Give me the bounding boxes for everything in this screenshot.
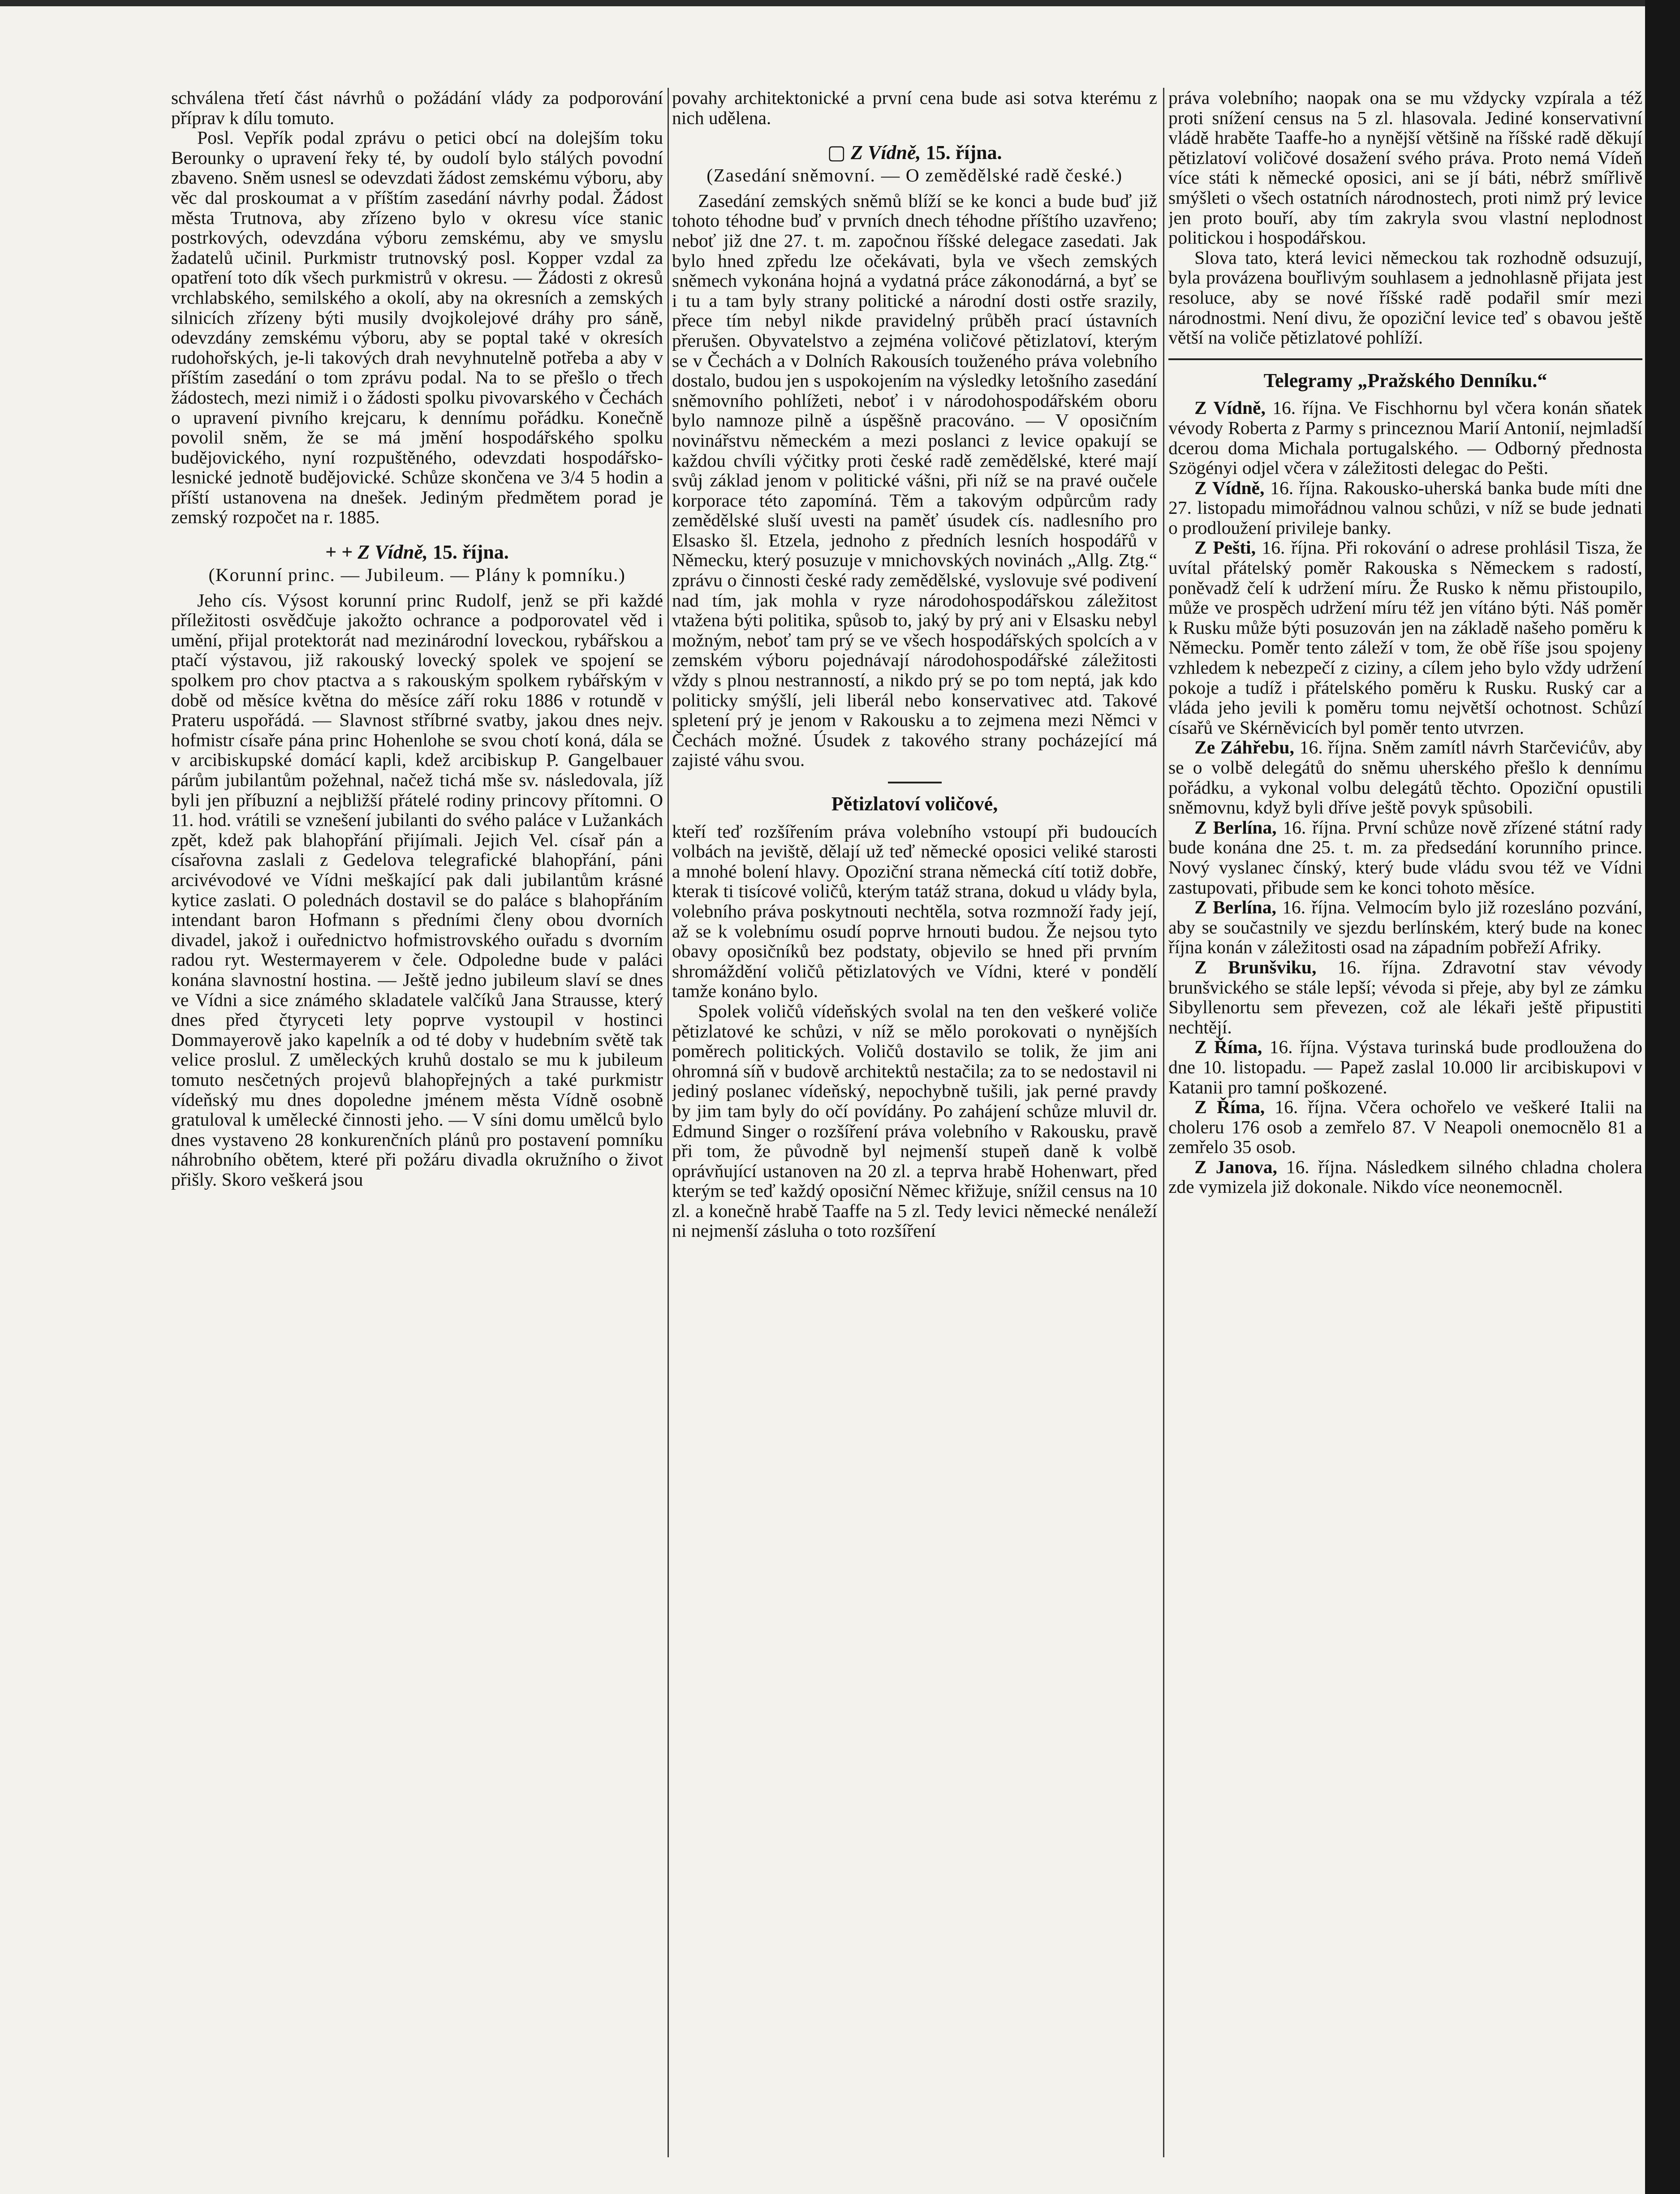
telegram-place: Z Vídně, <box>1194 477 1265 498</box>
paragraph: Zasedání zemských sněmů blíží se ke konci a bude buď již tohoto téhodne buď v prvních dnech téhodne příštího uzavřeno; neboť již dne 27. t. m. započnou říšské delegace zasedati. Jak bylo hned zpředu lze očekávati, byla ve všech zemských sněmech vykonána hojná a vydatná práce zákonodárná, a byť se i tu a tam byly strany politické a národní dosti ostře srazily, přece tím nebyl nikde pravidelný průběh prací ústavních přerušen. Obyvatelstvo a zejména voličové pětizlatoví, kterým se v Čechách a v Dolních Rakousích touženého práva volebního dostalo, budou jen s uspokojením na výsledky letošního zasedání sněmovního pohlížeti, neboť i v národohospodářském oboru bylo namnoze pilně a úspěšně pracováno. — V oposičním novinářstvu německém a mezi poslanci z levice opakují se každou chvíli výčitky proti české radě zemědělské, které mají svůj základ jenom v politické vášni, při níž se na pravé oučele korporace této zapomíná. Těm a takovým odpůrcům rady zemědělské sluší uvesti na paměť úsudek cís. nadlesního pro Elsasko šl. Etzela, jednoho z předních lesních hospodářů v Německu, který posuzuje v mnichovských novinách „Allg. Ztg.“ zprávu o činnosti české rady zemědělské, vyslovuje své podivení nad tím, jak mohla v ryze národohospodářskou záležitost vtažena býti politika, spůsob to, jaký by prý ani v Elsasku nebyl možným, neboť tam prý se ve všech hospodářských spolcích a v zemském výboru pojednávají národohospodářské záležitosti vždy s plnou nestranností, a nikdo prý se po tom neptá, jak kdo politicky smýšlí, jeli liberál nebo konservativec atd. Takové spletení prý je jenom v Rakousku a to zejmena mezi Němci v Čechách možné. Úsudek z takového strany pocházející má zajisté váhu svou. <box>672 190 1157 770</box>
scan-top-edge <box>0 0 1680 6</box>
article-summary: (Zasedání sněmovní. — O zemědělské radě české.) <box>706 164 1123 185</box>
scan-right-edge <box>1645 0 1680 2194</box>
column-3 <box>1168 88 1642 2157</box>
telegram-item <box>1168 478 1642 538</box>
telegram-item <box>1168 398 1642 478</box>
telegram-item <box>1168 897 1642 957</box>
telegram-list <box>1168 398 1642 1197</box>
telegram-text: 16. října. Sněm zamítl návrh Starčevićův, aby se o volbě delegátů do sněmu uherského přešlo k dennímu pořádku, a vykonal volbu delegátů těchto. Opoziční opustili sněmovnu, když byli dříve ještě povyk spůsobili. <box>1168 737 1642 818</box>
telegram-item <box>1168 957 1642 1037</box>
dateline-city: Z Vídně, <box>851 142 921 164</box>
telegram-text: 16. října. Ve Fischhornu byl včera konán sňatek vévody Roberta z Parmy s princeznou Marií Antonií, nejmladší dcerou doma Michala portugalského. — Odborný přednosta Szögényi odjel včera v záležitosti delegac do Pešti. <box>1168 397 1642 478</box>
paragraph: Spolek voličů vídeňských svolal na ten den veškeré voliče pětizlatové ke schůzi, v níž se mělo porokovati o nynějších poměrech politických. Voličů dostavilo se tolik, že jim ani ohromná síň v budově architektů nestačila; za to se nedostavil ni jediný poslanec vídeňský, nepochybně tušili, jak perné pravdy by jim tam byly do očí povídány. Po zahájení schůze mluvil dr. Edmund Singer o rozšíření práva volebního v Rakousku, pravě při tom, že původně byl nejmenší stupeň daně k volbě oprávňující ustanoven na 20 zl. a teprva hrabě Hohenwart, před kterým se teď každý oposiční Němec křižuje, snížil census na 10 zl. a konečně hrabě Taaffe na 5 zl. Tedy levici německé nenáleží ni nejmenší zásluha o toto rozšíření <box>672 1000 1157 1241</box>
telegram-place: Z Berlína, <box>1194 897 1276 918</box>
telegram-item <box>1168 1037 1642 1097</box>
telegram-place: Z Brunšviku, <box>1194 956 1317 977</box>
column-2 <box>672 88 1157 2157</box>
section-divider <box>1168 358 1642 360</box>
telegram-place: Z Říma, <box>1194 1037 1262 1058</box>
telegram-text: 16. října. Následkem silného chladna cholera zde vymizela již dokonale. Nikdo více neonemocněl. <box>1168 1156 1642 1197</box>
paragraph: kteří teď rozšířením práva volebního vstoupí při budoucích volbách na jeviště, dělají už teď německé oposici veliké starosti a mnohé bolení hlavy. Opoziční strana německá cítí totiž dobře, kterak ti tisícové voličů, kterým tatáž strana, dokud u vlády byla, volebního práva poskytnouti nechtěla, sotva rozmnoží řady její, až se k volebnímu osudí poprve hrnouti budou. Že nejsou tyto obavy oposičníků bez podstaty, objevilo se hned při prvním shromáždění voličů pětizlatových ve Vídni, které v pondělí tamže konáno bylo. <box>672 821 1157 1002</box>
section-heading: Pětizlatoví voličové, <box>831 793 998 815</box>
telegram-text: 16. října. Výstava turinská bude prodloužena do dne 10. listopadu. — Papež zaslal 10.000 lir arcibiskupovi v Katanii pro tamní poškozené. <box>1168 1037 1642 1097</box>
telegram-place: Z Janova, <box>1194 1156 1277 1177</box>
telegram-place: Z Vídně, <box>1194 397 1266 418</box>
telegram-text: 16. října. První schůze nově zřízené státní rady bude konána dne 25. t. m. za předsedání korunního prince. Nový vyslanec čínský, který bude vládu svou též ve Vídni zastupovati, přibude sem ke konci tohoto měsíce. <box>1168 817 1642 898</box>
telegram-place: Z Berlína, <box>1194 817 1277 838</box>
paragraph: Slova tato, která levici německou tak rozhodně odsuzují, byla provázena bouřlivým souhlasem a jednohlasně přijata jest resoluce, aby se nové říšské radě podařil smír mezi národnostmi. Není divu, že opoziční levice teď s obavou ještě větší na voliče pětizlatové pohlíží. <box>1168 247 1642 348</box>
telegrams-heading: Telegramy „Pražského Denníku.“ <box>1263 369 1547 391</box>
dateline <box>672 143 1157 163</box>
section-divider <box>888 782 942 783</box>
paragraph: povahy architektonické a první cena bude asi sotva kterému z nich udělena. <box>672 88 1157 128</box>
telegram-place: Z Říma, <box>1194 1097 1265 1118</box>
dateline-mark: + + <box>325 541 353 564</box>
telegram-item <box>1168 1157 1642 1197</box>
dateline <box>171 542 663 563</box>
paragraph: Posl. Vepřík podal zprávu o petici obcí na dolejším toku Berounky o upravení řeky té, by oudolí bylo stálých povodní zbaveno. Sněm usnesl se odevzdati žádost zemskému výboru, aby věc dal proskoumat a v příštím zasedání návrhy podal. Žádost města Trutnova, aby zřízeno bylo v okresu více stanic postrkových, odevzdána výboru zemskému, aby ve smyslu žadatelů učinil. Purkmistr trutnovský posl. Kopper vzdal za opatření toto dík všech purkmistrů v okresu. — Žádosti z okresů vrchlabského, semilského a okolí, aby na okresních a zemských silnicích zřízeny býti musily dvojkolejové dráhy pro sáně, odevzdány zemskému výboru, aby se poptal také v okresích rudohořských, je-li takových drah nevyhnutelně potřeba a aby v příštím zasedání o tom zprávu podal. Na to se přešlo o třech žádostech, mezi nimiž i o žádosti spolku pivovarského v Čechách o upravení pivního krejcaru, k dennímu pořádku. Konečně povolil sněm, že se má jmění hospodářského spolku budějovického, nyní rozpuštěného, odevzdati hospodářsko-lesnické jednotě budějovické. Schůze skončena ve 3/4 5 hodin a příští ustanovena na dnešek. Jediným předmětem porad je zemský rozpočet na r. 1885. <box>171 127 663 528</box>
telegram-text: 16. října. Včera ochořelo ve veškeré Italii na choleru 176 osob a zemřelo 87. V Neapoli onemocnělo 81 a zemřelo 35 osob. <box>1168 1097 1642 1157</box>
telegram-text: 16. října. Rakousko-uherská banka bude míti dne 27. listopadu mimořádnou valnou schůzi, v níž se bude jednati o prodloužení privileje banky. <box>1168 477 1642 538</box>
article-summary: (Korunní princ. — Jubileum. — Plány k pomníku.) <box>208 564 626 585</box>
column-divider <box>1163 88 1164 2157</box>
dateline-mark: ▢ <box>827 142 846 164</box>
telegram-place: Z Pešti, <box>1194 537 1256 558</box>
telegram-item <box>1168 538 1642 737</box>
telegram-place: Ze Záhřebu, <box>1194 737 1294 758</box>
paragraph: schválena třetí část návrhů o požádání vlády za podporování příprav k dílu tomuto. <box>171 88 663 128</box>
dateline-date: 15. října. <box>432 541 509 564</box>
column-1 <box>171 88 663 2157</box>
dateline-city: Z Vídně, <box>358 541 428 564</box>
telegram-item <box>1168 737 1642 817</box>
column-divider <box>668 88 669 2157</box>
paragraph: Jeho cís. Výsost korunní princ Rudolf, jenž se při každé příležitosti osvědčuje jakožto ochrance a podporovatel věd i umění, přijal protektorát nad mezinárodní loveckou, rybářskou a ptačí výstavou, již rakouský lovecký spolek ve spojení se spolkem pro chov ptactva a s rakouským spolkem rybářským v době od měsíce května do měsíce září roku 1886 v rotundě v Prateru uspořádá. — Slavnost stříbrné svatby, jakou dnes nejv. hofmistr císaře pána princ Hohenlohe se svou chotí koná, dála se v arcibiskupské domácí kapli, kdež arcibiskup P. Gangelbauer párům jubilantům požehnal, načež tichá mše sv. následovala, jíž byli jen příbuzní a nejbližší přátelé rodiny princovy přítomni. O 11. hod. vrátili se vznešení jubilanti do svého paláce v Lužankách zpět, kdež pak blahopřání přijímali. Jejich Vel. císař pán a císařovna zaslali z Gedelova telegrafické blahopřání, páni arcivévodové ve Vídni meškající pak dali jubilantům krásné kytice zaslati. O polednách dostavil se do paláce s blahopřáním intendant baron Hofmann s předními členy obou dvorních divadel, jakož i ouřednictvo hofmistrovského ouřadu s dvorním radou ryt. Westermayerem v čele. Odpoledne bude v paláci konána slavnostní hostina. — Ještě jedno jubileum slaví se dnes ve Vídni a sice známého skladatele valčíků Jana Strausse, který dnes před čtyryceti lety poprve vystoupil v hostinci Dommayerově jako kapelník a od té doby v hudebním světě tak velice proslul. Z uměleckých kruhů dostalo se mu k jubileum tomuto nesčetných projevů blahopřejných a také purkmistr vídeňský mu dnes dopoledne jménem města Vídně osobně gratuloval k umělecké činnosti jeho. — V síni domu umělců bylo dnes vystaveno 28 konkurenčních plánů pro postavení pomníku náhrobního obětem, které při požáru divadla okružního o život přišly. Skoro veškerá jsou <box>171 589 663 1190</box>
dateline-date: 15. října. <box>926 142 1002 164</box>
telegram-text: 16. října. Velmocím bylo již rozesláno pozvání, aby se součastnily ve sjezdu berlínském, který bude na konec října konán v záležitosti osad na západním pobřeží Afriky. <box>1168 897 1642 958</box>
paragraph: práva volebního; naopak ona se mu vždycky vzpírala a též proti snížení census na 5 zl. hlasovala. Jediné konservativní vládě hraběte Taaffe-ho a nynější většině na říšské radě děkují pětizlatoví voličové dosažení svého práva. Proto nemá Vídeň více státi k německé oposici, ani se jí báti, nébrž smířlivě smýšleti o všech ostatních národnostech, proti nimž prý levice jen proto bouří, aby tím zakryla svou vlastní neplodnost politickou i hospodářskou. <box>1168 88 1642 248</box>
telegram-text: 16. října. Při rokování o adrese prohlásil Tisza, že uvítal přátelský poměr Rakouska s Německem s radostí, poněvadž čelí k udržení míru. Že Rusko k němu přistoupilo, může ve prospěch udržení míru též jen vítáno býti. Náš poměr k Rusku může býti posuzován jen na základě našeho poměru k Německu. Poměr tento záleží v tom, že obě říše jsou spojeny vzhledem k nebezpečí z ciziny, a cílem jeho bylo vždy udržení pokoje a tudíž i přátelského poměru k Rusku. Ruský car a vláda jeho jevili k poměru tomu největší ochotnost. Schůzí císařů ve Skérněvicích byl poměr tento utvrzen. <box>1168 537 1642 738</box>
telegram-item <box>1168 817 1642 897</box>
telegram-item <box>1168 1097 1642 1157</box>
telegram-text: 16. října. Zdravotní stav vévody brunšvického se stále lepší; vévoda si přeje, aby byl ze zámku Sibyllenortu sem převezen, což ale lékaři ještě připustiti nechtějí. <box>1168 956 1642 1037</box>
